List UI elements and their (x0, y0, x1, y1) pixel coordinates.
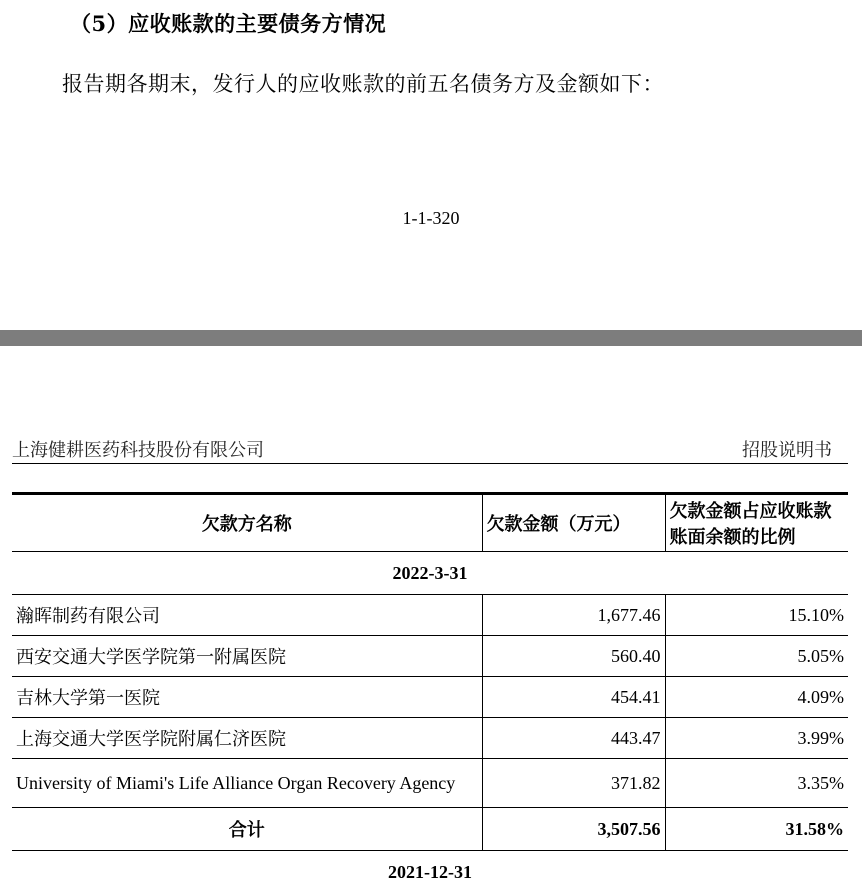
section-row-2021 (12, 851, 848, 893)
debtor-ratio: 3.99% (665, 718, 848, 759)
table-row (12, 595, 848, 636)
col-header-amount: 欠款金额（万元） (482, 494, 665, 552)
table-header-row (12, 494, 848, 552)
debtor-ratio: 4.09% (665, 677, 848, 718)
page-number: 1-1-320 (0, 208, 862, 229)
debtor-name: 瀚晖制药有限公司 (12, 595, 482, 636)
table-row (12, 636, 848, 677)
debtor-amount: 1,677.46 (482, 595, 665, 636)
debtor-table (12, 492, 848, 893)
section-label-2022: 2022-3-31 (12, 552, 848, 595)
header-rule (12, 463, 848, 464)
col-header-debtor: 欠款方名称 (12, 494, 482, 552)
header-company-name: 上海健耕医药科技股份有限公司 (12, 436, 264, 462)
header-document-type: 招股说明书 (742, 436, 832, 462)
table-row (12, 759, 848, 808)
debtor-ratio: 15.10% (665, 595, 848, 636)
section-label-2021: 2021-12-31 (12, 851, 848, 893)
page-divider (0, 330, 862, 346)
debtor-amount: 443.47 (482, 718, 665, 759)
debtor-name: University of Miami's Life Alliance Organ Recovery Agency (12, 759, 482, 808)
debtor-ratio: 3.35% (665, 759, 848, 808)
debtor-amount: 371.82 (482, 759, 665, 808)
section-heading: （5）应收账款的主要债务方情况 (70, 8, 386, 38)
total-ratio: 31.58% (665, 808, 848, 851)
table-row (12, 718, 848, 759)
total-label: 合计 (12, 808, 482, 851)
debtor-name: 上海交通大学医学院附属仁济医院 (12, 718, 482, 759)
table-row (12, 677, 848, 718)
intro-paragraph: 报告期各期末，发行人的应收账款的前五名债务方及金额如下： (62, 68, 664, 98)
debtor-ratio: 5.05% (665, 636, 848, 677)
col-header-ratio: 欠款金额占应收账款账面余额的比例 (665, 494, 848, 552)
debtor-name: 吉林大学第一医院 (12, 677, 482, 718)
debtor-amount: 454.41 (482, 677, 665, 718)
debtor-amount: 560.40 (482, 636, 665, 677)
total-row (12, 808, 848, 851)
section-row-2022 (12, 552, 848, 595)
total-amount: 3,507.56 (482, 808, 665, 851)
debtor-name: 西安交通大学医学院第一附属医院 (12, 636, 482, 677)
